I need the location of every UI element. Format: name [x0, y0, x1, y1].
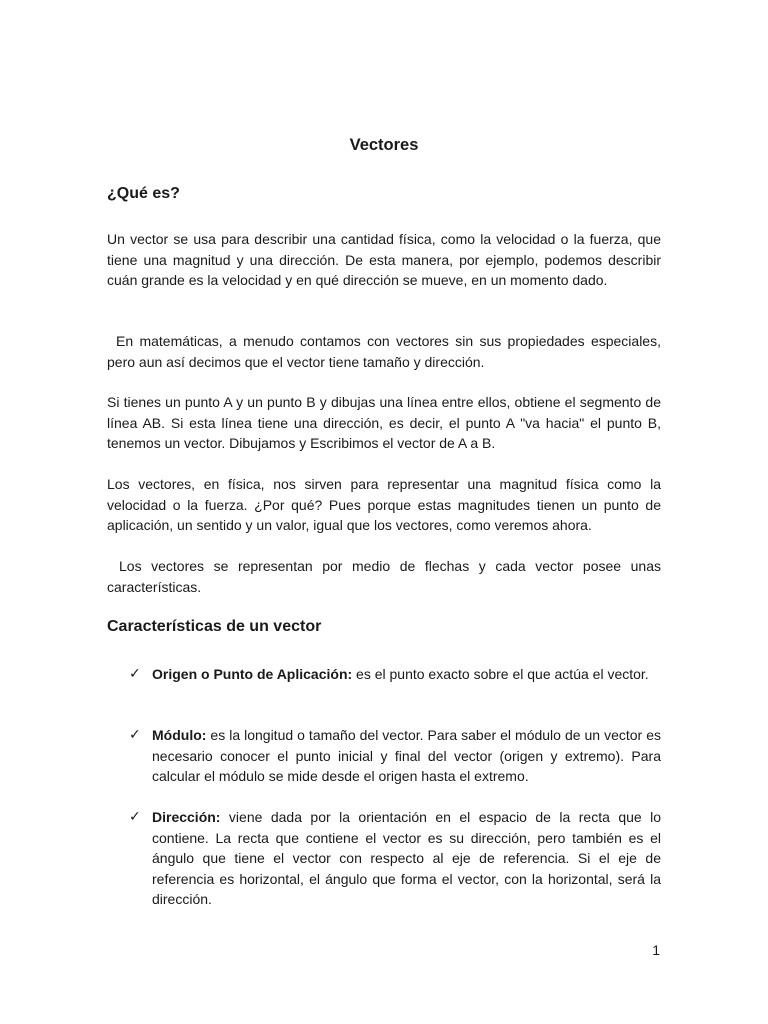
list-item-origin	[129, 664, 661, 685]
list-item-term: Origen o Punto de Aplicación:	[152, 666, 353, 682]
check-icon: ✓	[129, 809, 141, 825]
section-heading-what-is: ¿Qué es?	[107, 185, 180, 202]
list-item-description: viene dada por la orientación en el espacio de la recta que lo contiene. La recta que contiene el vector es su dirección, pero también es el ángulo que tiene el vector con respecto al eje de referencia. Si el eje de referencia es horizontal, el ángulo que forma el vector, con la horizontal, será la dirección.	[152, 809, 662, 908]
list-item-text	[152, 725, 661, 787]
list-item-text	[152, 664, 661, 685]
list-item-description: es la longitud o tamaño del vector. Para saber el módulo de un vector es necesario conocer el punto inicial y final del vector (origen y extremo). Para calcular el módulo se mide desde el origen hasta el extremo.	[152, 727, 661, 785]
list-item-direction	[129, 807, 661, 910]
paragraph-3: Si tienes un punto A y un punto B y dibujas una línea entre ellos, obtiene el segmento de línea AB. Si esta línea tiene una dirección, es decir, el punto A "va hacia" el punto B, tenemos un vector. Dibujamos y Escribimos el vector de A a B.	[107, 394, 661, 452]
list-item-term: Dirección:	[152, 809, 221, 825]
check-icon: ✓	[129, 666, 141, 682]
list-item-text	[152, 807, 661, 910]
list-item-modulus	[129, 725, 661, 787]
list-item-description: es el punto exacto sobre el que actúa el vector.	[356, 666, 649, 682]
list-item-term: Módulo:	[152, 727, 207, 743]
paragraph-2: En matemáticas, a menudo contamos con vectores sin sus propiedades especiales, pero aun así decimos que el vector tiene tamaño y dirección.	[107, 333, 661, 370]
paragraph-1: Un vector se usa para describir una cantidad física, como la velocidad o la fuerza, que tiene una magnitud y una dirección. De esta manera, por ejemplo, podemos describir cuán grande es la velocidad y en qué dirección se mueve, en un momento dado.	[107, 231, 661, 289]
section-heading-characteristics: Características de un vector	[107, 618, 322, 635]
document-title: Vectores	[349, 136, 419, 154]
check-icon: ✓	[129, 727, 141, 743]
page-number: 1	[652, 942, 660, 958]
paragraph-5: Los vectores se representan por medio de flechas y cada vector posee unas características.	[107, 558, 661, 595]
paragraph-4: Los vectores, en física, nos sirven para representar una magnitud física como la velocidad o la fuerza. ¿Por qué? Pues porque estas magnitudes tienen un punto de aplicación, un sentido y un valor, igual que los vectores, como veremos ahora.	[107, 476, 661, 534]
